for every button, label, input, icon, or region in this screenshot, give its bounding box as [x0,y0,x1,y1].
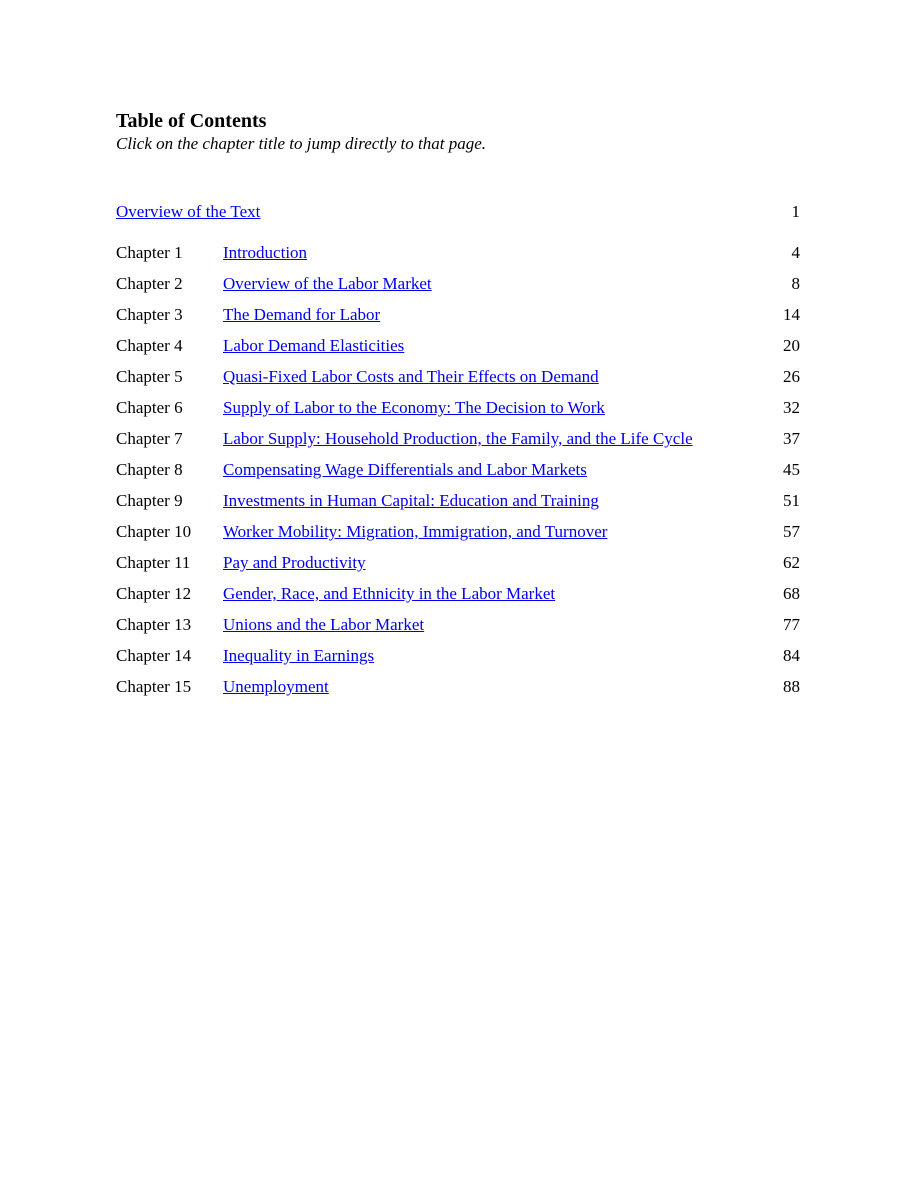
toc-row-chapter-15 [116,671,800,702]
chapter-label: Chapter 13 [116,615,192,634]
toc-link-chapter-4[interactable]: Labor Demand Elasticities [223,336,405,355]
chapter-label: Chapter 10 [116,522,192,541]
chapter-label: Chapter 1 [116,243,183,262]
toc-link-overview[interactable]: Overview of the Text [116,202,261,221]
toc-link-chapter-1[interactable]: Introduction [223,243,308,262]
toc-row-chapter-8 [116,454,800,485]
toc-page-number: 37 [783,429,800,448]
toc-row-chapter-9 [116,485,800,516]
page-title: Table of Contents [116,110,267,132]
toc-link-chapter-6[interactable]: Supply of Labor to the Economy: The Decision to Work [223,398,605,417]
toc-page-number: 62 [783,553,800,572]
chapter-label: Chapter 14 [116,646,192,665]
toc-row-chapter-5 [116,361,800,392]
page-subtitle: Click on the chapter title to jump directly to that page. [116,134,486,153]
toc-page-number: 4 [791,243,800,262]
toc-link-chapter-3[interactable]: The Demand for Labor [223,305,381,324]
chapter-label: Chapter 12 [116,584,192,603]
toc-row-chapter-11 [116,547,800,578]
toc-link-chapter-11[interactable]: Pay and Productivity [223,553,366,572]
toc-page-number: 57 [783,522,800,541]
toc-row-chapter-7 [116,423,800,454]
toc-page-number: 32 [783,398,800,417]
toc-page-number: 26 [783,367,800,386]
toc-row-chapter-13 [116,609,800,640]
toc-page-number: 14 [783,305,800,324]
toc-row-chapter-6 [116,392,800,423]
chapter-label: Chapter 7 [116,429,183,448]
toc-link-chapter-2[interactable]: Overview of the Labor Market [223,274,432,293]
toc-page-number: 84 [783,646,800,665]
toc-link-chapter-12[interactable]: Gender, Race, and Ethnicity in the Labor Market [223,584,556,603]
toc-row-chapter-14 [116,640,800,671]
toc-row-chapter-1 [116,237,800,268]
toc-page-number: 88 [783,677,800,696]
toc-list [116,196,800,702]
chapter-label: Chapter 3 [116,305,183,324]
chapter-label: Chapter 5 [116,367,183,386]
chapter-label: Chapter 4 [116,336,183,355]
toc-page-number: 51 [783,491,800,510]
toc-page-number: 68 [783,584,800,603]
toc-row-chapter-12 [116,578,800,609]
toc-link-chapter-10[interactable]: Worker Mobility: Migration, Immigration, and Turnover [223,522,608,541]
toc-row-chapter-2 [116,268,800,299]
toc-page-number: 77 [783,615,800,634]
chapter-label: Chapter 2 [116,274,183,293]
toc-page-number: 45 [783,460,800,479]
toc-link-chapter-5[interactable]: Quasi-Fixed Labor Costs and Their Effects on Demand [223,367,599,386]
chapter-label: Chapter 11 [116,553,191,572]
toc-link-chapter-14[interactable]: Inequality in Earnings [223,646,375,665]
toc-link-chapter-13[interactable]: Unions and the Labor Market [223,615,425,634]
toc-link-chapter-7[interactable]: Labor Supply: Household Production, the Family, and the Life Cycle [223,429,693,448]
toc-link-chapter-9[interactable]: Investments in Human Capital: Education and Training [223,491,599,510]
toc-page [116,108,800,702]
toc-link-chapter-15[interactable]: Unemployment [223,677,329,696]
toc-page-number: 1 [791,202,800,221]
chapter-label: Chapter 6 [116,398,183,417]
chapter-label: Chapter 9 [116,491,183,510]
toc-row-chapter-4 [116,330,800,361]
chapter-label: Chapter 8 [116,460,183,479]
toc-row-overview [116,196,800,227]
toc-row-chapter-3 [116,299,800,330]
toc-link-chapter-8[interactable]: Compensating Wage Differentials and Labor Markets [223,460,587,479]
toc-page-number: 8 [791,274,800,293]
toc-page-number: 20 [783,336,800,355]
chapter-label: Chapter 15 [116,677,192,696]
toc-row-chapter-10 [116,516,800,547]
